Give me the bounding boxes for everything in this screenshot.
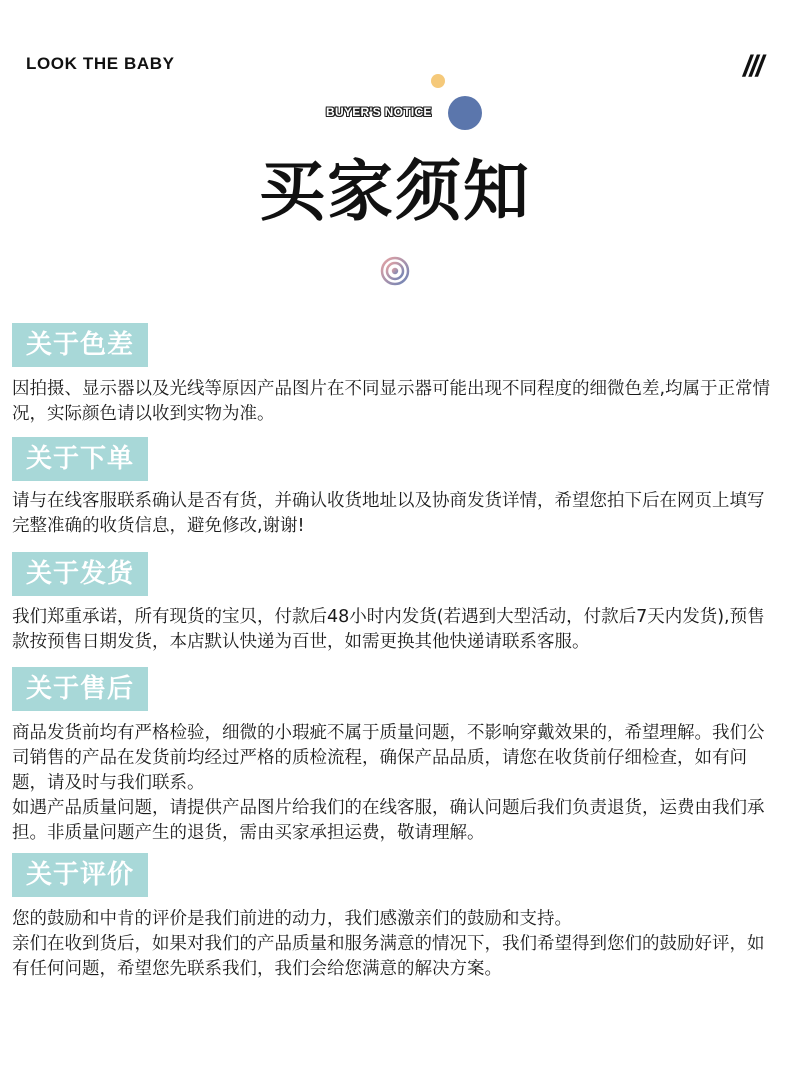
section-heading-aftersales: 关于售后: [12, 667, 148, 711]
blue-dot-decoration: [448, 96, 482, 130]
paragraph: 亲们在收到货后，如果对我们的产品质量和服务满意的情况下，我们希望得到您们的鼓励好评，如有任何问题，希望您先联系我们，我们会给您满意的解决方案。: [12, 934, 765, 979]
section-heading-order: 关于下单: [12, 437, 148, 481]
yellow-dot-decoration: [431, 74, 445, 88]
paragraph: 因拍摄、显示器以及光线等原因产品图片在不同显示器可能出现不同程度的细微色差,均属于正常情况，实际颜色请以收到实物为准。: [12, 379, 771, 424]
paragraph: 如遇产品质量问题，请提供产品图片给我们的在线客服，确认问题后我们负责退货，运费由我们承担。非质量问题产生的退货，需由买家承担运费，敬请理解。: [12, 798, 765, 843]
section-heading-shipping: 关于发货: [12, 552, 148, 596]
page-title: 买家须知: [259, 153, 531, 230]
section-body-shipping: [12, 605, 778, 655]
target-icon: [380, 256, 410, 286]
section-body-order: [12, 489, 778, 539]
brand-logo-text: LOOK THE BABY: [26, 54, 175, 73]
buyers-notice-label: BUYER'S NOTICE: [326, 105, 432, 119]
section-heading-review: 关于评价: [12, 853, 148, 897]
section-heading-color: 关于色差: [12, 323, 148, 367]
paragraph: 请与在线客服联系确认是否有货，并确认收货地址以及协商发货详情，希望您拍下后在网页上填写完整准确的收货信息，避免修改,谢谢!: [12, 491, 765, 536]
slashes-decoration: ///: [742, 50, 762, 83]
section-body-review: [12, 907, 778, 982]
paragraph: 我们郑重承诺，所有现货的宝贝，付款后48小时内发货(若遇到大型活动，付款后7天内发货),预售款按预售日期发货，本店默认快递为百世，如需更换其他快递请联系客服。: [12, 607, 765, 652]
section-body-color: [12, 377, 778, 427]
section-body-aftersales: [12, 721, 778, 846]
paragraph: 您的鼓励和中肯的评价是我们前进的动力，我们感激亲们的鼓励和支持。: [12, 909, 572, 929]
paragraph: 商品发货前均有严格检验，细微的小瑕疵不属于质量问题，不影响穿戴效果的，希望理解。我们公司销售的产品在发货前均经过严格的质检流程，确保产品品质，请您在收货前仔细检查，如有问题，请及时与我们联系。: [12, 723, 765, 793]
